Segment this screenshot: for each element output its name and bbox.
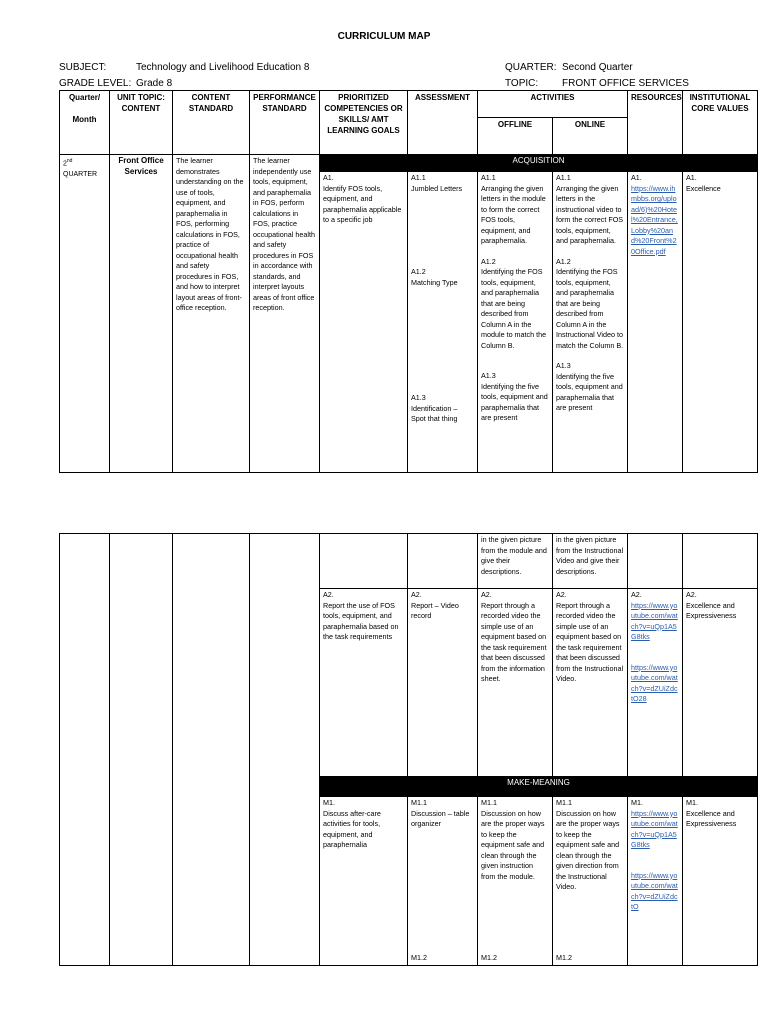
unit-topic-cell-cont — [110, 534, 173, 966]
resources-cell-cont — [628, 534, 683, 589]
curriculum-table-page1 — [59, 90, 758, 473]
m1-competency-cell: M1. Discuss after-care activities for tools, equipment, and paraphernalia — [320, 797, 408, 966]
a1-offline-cell: A1.1 Arranging the given letters in the module to form the correct FOS tools, equipment, and paraphernalia. A1.2 Identifying the FOS tools, equipment, and paraphernalia that are being described from Column A in the module to match the Column B. A1.3 Identifying the five tools, equipment and paraphernalia that are present — [478, 172, 553, 473]
a2-resources-cell: A2. https://www.youtube.com/watch?v=uQp1A5G8tks https://www.youtube.com/watch?v=dZUiZdctO28 — [628, 589, 683, 777]
a2-competency-cell: A2. Report the use of FOS tools, equipment, and paraphernalia based on the task requirements — [320, 589, 408, 777]
resource-link-youtube-2[interactable]: https://www.youtube.com/watch?v=dZUiZdctO28 — [631, 662, 678, 703]
header-online: ONLINE — [553, 118, 628, 155]
performance-standard-cell-cont — [250, 534, 320, 966]
subject-label: SUBJECT: — [59, 62, 107, 73]
header-competencies: PRIORITIZED COMPETENCIES OR SKILLS/ AMT LEARNING GOALS — [320, 91, 408, 155]
m12-offline-cell: M1.2 — [478, 952, 553, 966]
content-standard-cell-cont — [173, 534, 250, 966]
online-cell-cont: in the given picture from the Instructional Video and give their descriptions. — [553, 534, 628, 589]
m1-online-cell: M1.1 Discussion on how are the proper ways to keep the equipment safe and clean through the given direction from the Instructional Video. — [553, 797, 628, 952]
core-values-cell-cont — [683, 534, 758, 589]
acquisition-band: ACQUISITION — [320, 155, 758, 172]
grade-value: Grade 8 — [136, 78, 173, 89]
header-quarter-month: Quarter/ Month — [60, 91, 110, 155]
a2-offline-cell: A2. Report through a recorded video the simple use of an equipment based on the task requirement that been discussed from the information sheet. — [478, 589, 553, 777]
a1-core-values-cell: A1. Excellence — [683, 172, 758, 473]
m12-assessment-cell: M1.2 — [408, 952, 478, 966]
quarter-cell: 2nd QUARTER — [60, 155, 110, 473]
competency-cell-cont — [320, 534, 408, 589]
header-offline: OFFLINE — [478, 118, 553, 155]
topic-value: FRONT OFFICE SERVICES — [562, 78, 689, 89]
offline-cell-cont: in the given picture from the module and give their descriptions. — [478, 534, 553, 589]
grade-label: GRADE LEVEL: — [59, 78, 132, 89]
make-meaning-band: MAKE-MEANING — [320, 777, 758, 797]
topic-label: TOPIC: — [505, 78, 539, 89]
performance-standard-cell: The learner independently use tools, equipment, and paraphernalia in FOS, perform calculations in FOS, practice occupational health and safety procedures in FOS in accordance with standards, and interpret layouts areas of front office reception. — [250, 155, 320, 473]
resource-link-youtube-1[interactable]: https://www.youtube.com/watch?v=uQp1A5G8tks — [631, 600, 678, 641]
a1-resources-cell: A1. https://www.ihmbbs.org/upload/6)%20Hotel%20Entrance,Lobby%20and%20Front%20Office.pdf — [628, 172, 683, 473]
m12-online-cell: M1.2 — [553, 952, 628, 966]
quarter-label: QUARTER: — [505, 62, 557, 73]
quarter-cell-cont — [60, 534, 110, 966]
m1-resources-cell: M1. https://www.youtube.com/watch?v=uQp1A5G8tks https://www.youtube.com/watch?v=dZUiZdctO — [628, 797, 683, 966]
header-activities: ACTIVITIES — [478, 91, 628, 118]
a2-assessment-cell: A2. Report – Video record — [408, 589, 478, 777]
resource-link-ihmbbs[interactable]: https://www.ihmbbs.org/upload/6)%20Hotel%20Entrance,Lobby%20and%20Front%20Office.pdf — [631, 183, 678, 256]
a1-assessment-cell: A1.1 Jumbled Letters A1.2 Matching Type A1.3 Identification – Spot that thing — [408, 172, 478, 473]
header-assessment: ASSESSMENT — [408, 91, 478, 155]
m1-offline-cell: M1.1 Discussion on how are the proper ways to keep the equipment safe and clean through the given instruction from the module. — [478, 797, 553, 952]
a1-competency-cell: A1. Identify FOS tools, equipment, and paraphernalia applicable to a specific job — [320, 172, 408, 473]
assessment-cell-cont — [408, 534, 478, 589]
header-content-standard: CONTENT STANDARD — [173, 91, 250, 155]
a2-core-values-cell: A2. Excellence and Expressiveness — [683, 589, 758, 777]
resource-link-youtube-3[interactable]: https://www.youtube.com/watch?v=uQp1A5G8tks — [631, 808, 678, 849]
resource-link-youtube-4[interactable]: https://www.youtube.com/watch?v=dZUiZdctO — [631, 870, 678, 911]
header-core-values: INSTITUTIONAL CORE VALUES — [683, 91, 758, 155]
quarter-value: Second Quarter — [562, 62, 633, 73]
content-standard-cell: The learner demonstrates understanding on the use of tools, equipment, and paraphernalia in FOS, performing calculations in FOS, practice of occupational health and safety procedures in FOS, and how to interpret layout areas of front-office reception. — [173, 155, 250, 473]
a2-online-cell: A2. Report through a recorded video the simple use of an equipment based on the task requirement that been discussed from the Instructional Video. — [553, 589, 628, 777]
document-title: CURRICULUM MAP — [337, 31, 431, 42]
header-unit-topic: UNIT TOPIC: CONTENT — [110, 91, 173, 155]
a1-online-cell: A1.1 Arranging the given letters in the instructional video to form the correct FOS tools, equipment, and paraphernalia. A1.2 Identifying the FOS tools, equipment, and paraphernalia that are being described from Column A in the Instructional Video to match the Column B. A1.3 Identifying the five tools, equipment and paraphernalia that are present — [553, 172, 628, 473]
m1-core-values-cell: M1. Excellence and Expressiveness — [683, 797, 758, 966]
unit-topic-cell: Front Office Services — [110, 155, 173, 473]
m1-assessment-cell: M1.1 Discussion – table organizer — [408, 797, 478, 952]
header-resources: RESOURCES — [628, 91, 683, 155]
subject-value: Technology and Livelihood Education 8 — [136, 62, 310, 73]
header-performance-standard: PERFORMANCE STANDARD — [250, 91, 320, 155]
curriculum-table-page2 — [59, 533, 758, 966]
